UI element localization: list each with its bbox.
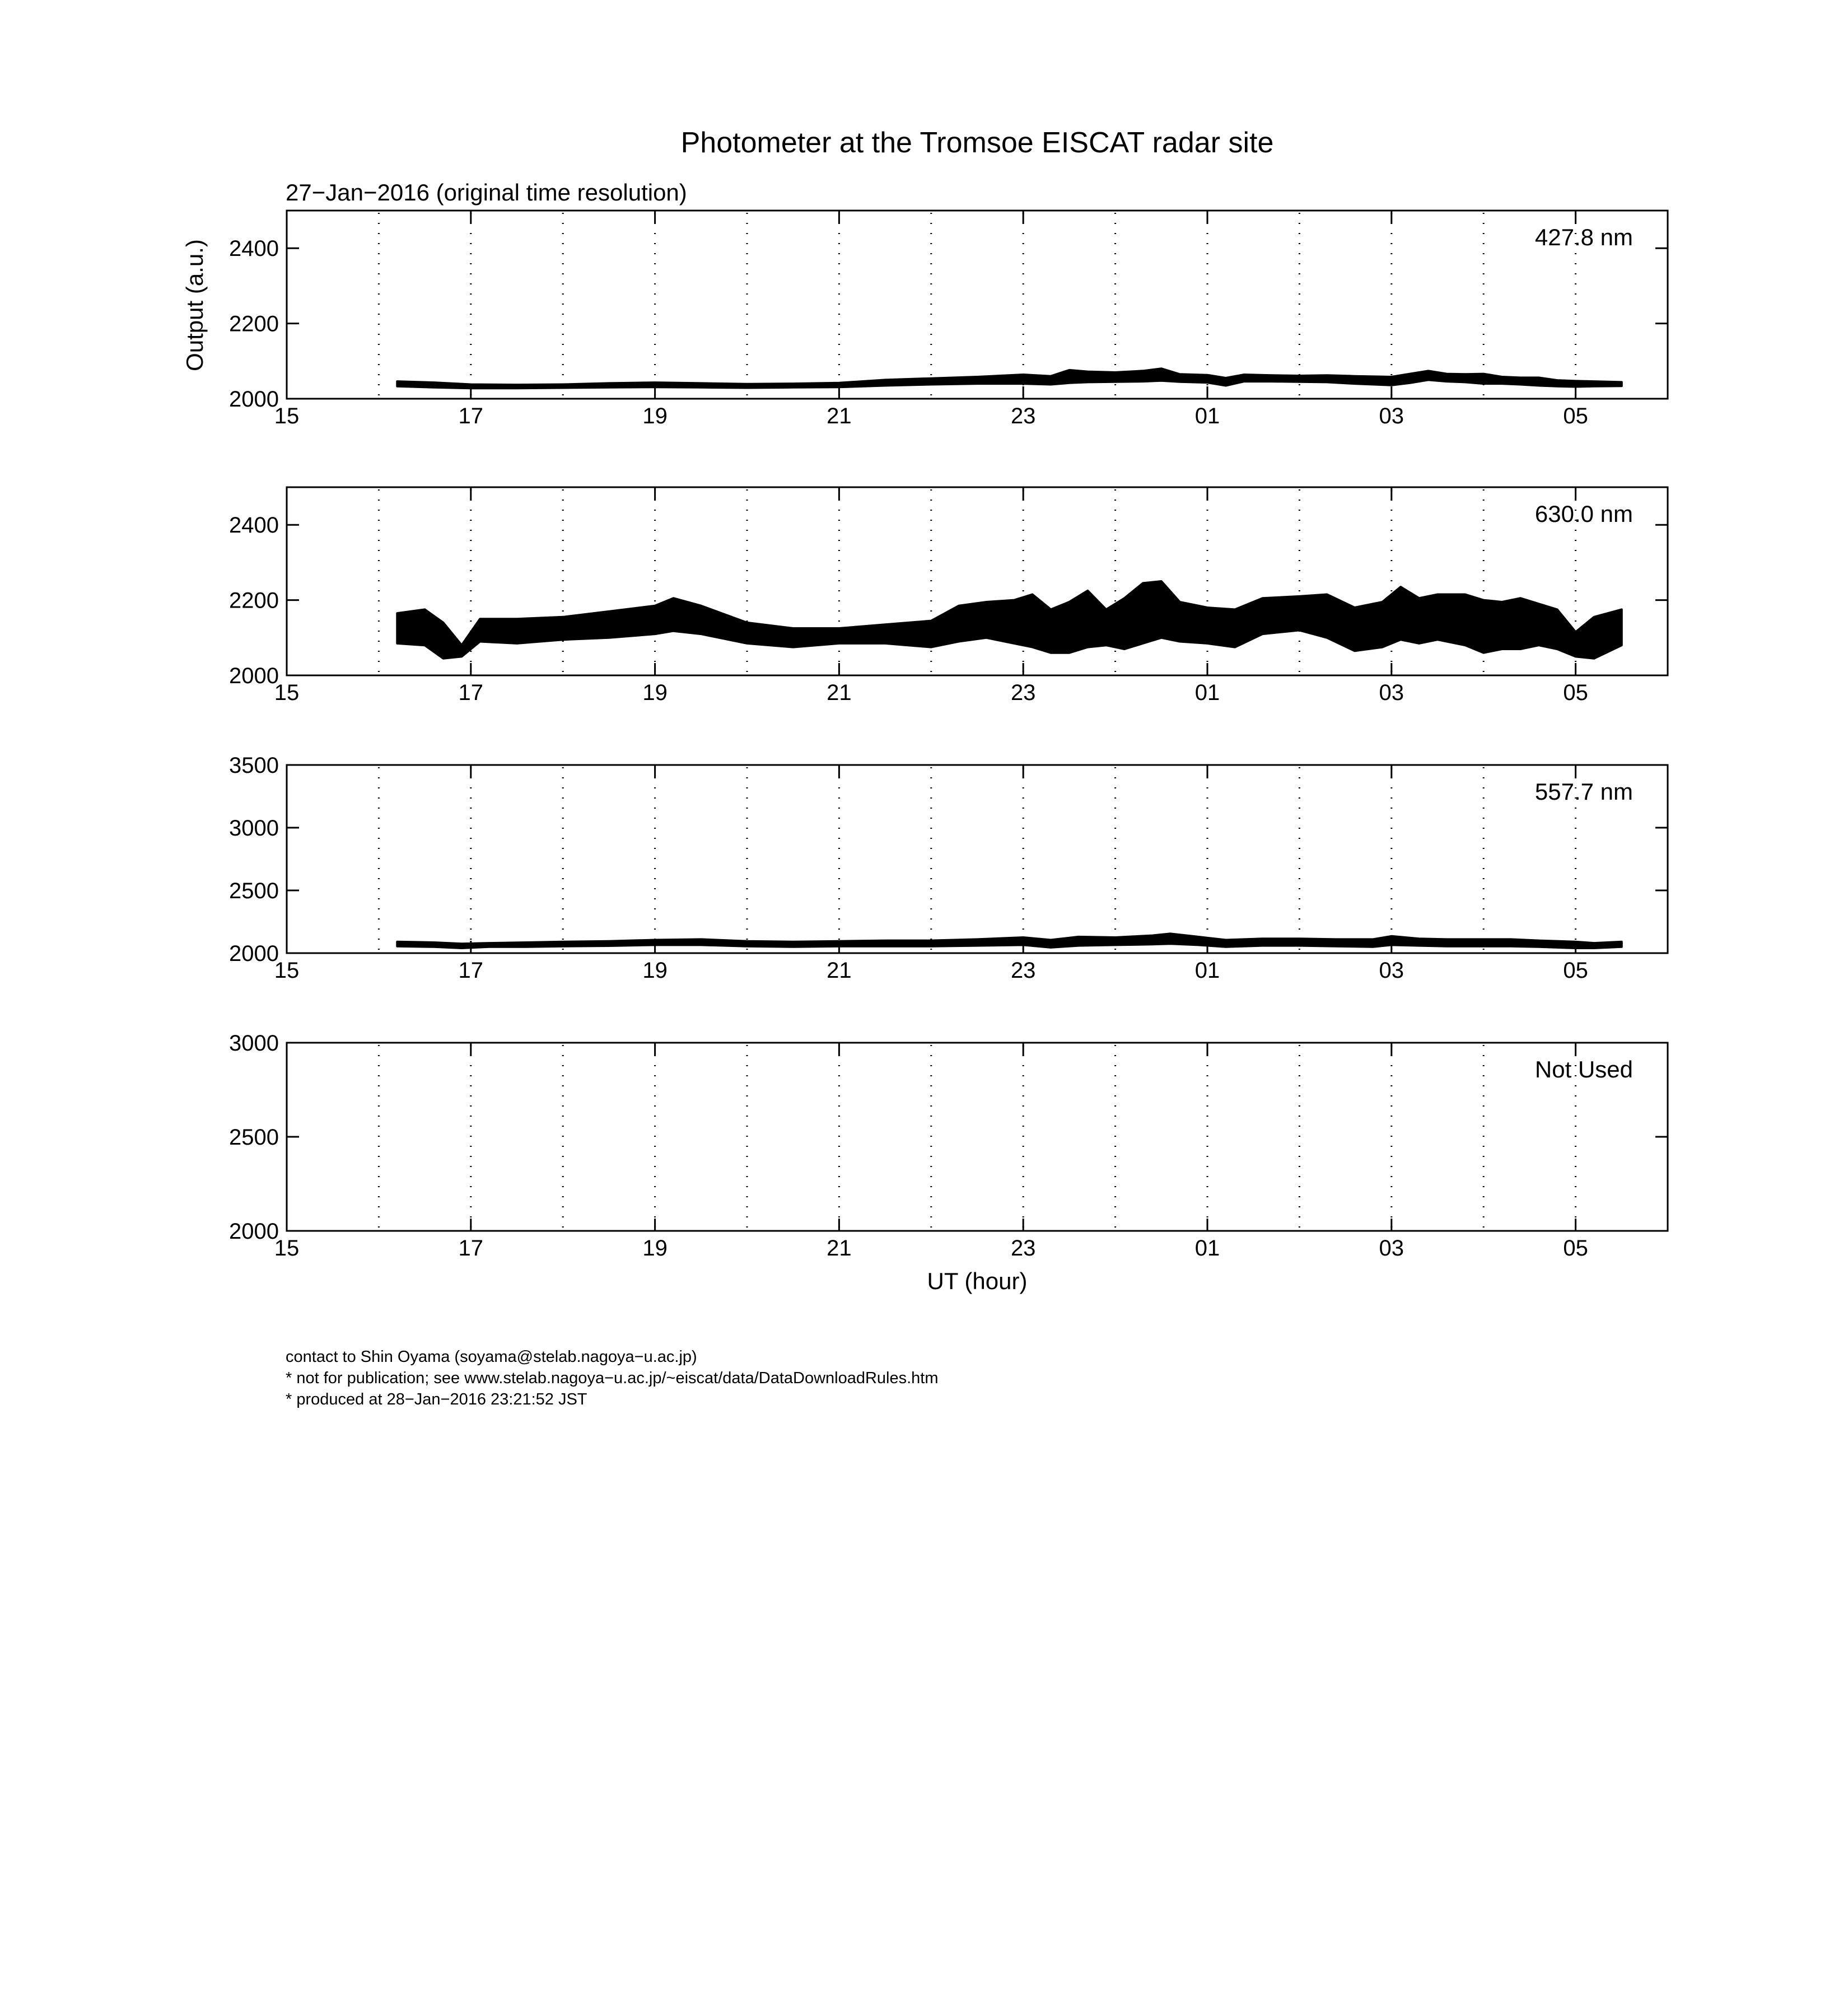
x-tick-label: 15	[274, 680, 300, 705]
channel-label: 630.0 nm	[1534, 501, 1633, 527]
x-tick-label: 19	[642, 1236, 668, 1261]
y-tick-label: 2000	[229, 941, 279, 966]
y-tick-label: 2000	[229, 1219, 279, 1244]
x-tick-label: 19	[642, 958, 668, 983]
chart-title: Photometer at the Tromsoe EISCAT radar site	[680, 127, 1274, 159]
x-tick-label: 05	[1563, 958, 1588, 983]
data-trace	[397, 934, 1622, 948]
footer-contact: contact to Shin Oyama (soyama@stelab.nagoya−u.ac.jp)	[286, 1348, 697, 1366]
y-tick-label: 2200	[229, 311, 279, 337]
x-tick-label: 05	[1563, 1236, 1588, 1261]
x-axis-label: UT (hour)	[927, 1268, 1028, 1294]
chart-subtitle: 27−Jan−2016 (original time resolution)	[286, 179, 687, 206]
panel-3	[229, 753, 1668, 983]
x-tick-label: 21	[827, 1236, 852, 1261]
panel-1	[229, 211, 1668, 428]
y-tick-label: 3000	[229, 1031, 279, 1056]
x-tick-label: 21	[827, 958, 852, 983]
y-tick-label: 2500	[229, 1125, 279, 1150]
plot-frame	[287, 487, 1668, 675]
x-tick-label: 05	[1563, 404, 1588, 428]
x-tick-label: 15	[274, 404, 300, 428]
y-tick-label: 3000	[229, 816, 279, 841]
y-tick-label: 2500	[229, 879, 279, 903]
channel-label: 557.7 nm	[1534, 778, 1633, 805]
channel-label: Not Used	[1534, 1056, 1633, 1082]
x-tick-label: 23	[1010, 1236, 1036, 1261]
x-tick-label: 17	[458, 404, 484, 428]
x-tick-label: 17	[458, 1236, 484, 1261]
x-tick-label: 01	[1194, 680, 1220, 705]
x-tick-label: 03	[1379, 1236, 1404, 1261]
footer-notes	[286, 1346, 939, 1410]
x-tick-label: 21	[827, 404, 852, 428]
y-tick-label: 3500	[229, 753, 279, 778]
channel-label: 427.8 nm	[1534, 224, 1633, 250]
data-trace	[397, 368, 1622, 388]
plot-frame	[287, 211, 1668, 399]
x-tick-label: 15	[274, 958, 300, 983]
x-tick-label: 01	[1194, 958, 1220, 983]
y-tick-label: 2000	[229, 664, 279, 688]
footer-publication-note: * not for publication; see www.stelab.nagoya−u.ac.jp/~eiscat/data/DataDownloadRules.htm	[286, 1369, 939, 1387]
x-tick-label: 05	[1563, 680, 1588, 705]
y-tick-label: 2200	[229, 588, 279, 613]
y-axis-label: Output (a.u.)	[181, 239, 208, 371]
x-tick-label: 03	[1379, 404, 1404, 428]
x-tick-label: 23	[1010, 958, 1036, 983]
x-tick-label: 23	[1010, 680, 1036, 705]
panel-2	[229, 487, 1668, 705]
data-trace	[397, 581, 1622, 659]
x-tick-label: 19	[642, 404, 668, 428]
x-tick-label: 01	[1194, 1236, 1220, 1261]
plot-frame	[287, 1043, 1668, 1231]
x-tick-label: 21	[827, 680, 852, 705]
x-tick-label: 03	[1379, 680, 1404, 705]
footer-produced-at: * produced at 28−Jan−2016 23:21:52 JST	[286, 1390, 587, 1408]
y-tick-label: 2000	[229, 387, 279, 412]
x-tick-label: 19	[642, 680, 668, 705]
plot-frame	[287, 765, 1668, 953]
x-tick-label: 03	[1379, 958, 1404, 983]
x-tick-label: 15	[274, 1236, 300, 1261]
x-tick-label: 17	[458, 958, 484, 983]
y-tick-label: 2400	[229, 513, 279, 538]
x-tick-label: 01	[1194, 404, 1220, 428]
x-tick-label: 23	[1010, 404, 1036, 428]
x-tick-label: 17	[458, 680, 484, 705]
panel-4	[229, 1031, 1668, 1261]
y-tick-label: 2400	[229, 236, 279, 262]
panels-group	[229, 211, 1668, 1261]
